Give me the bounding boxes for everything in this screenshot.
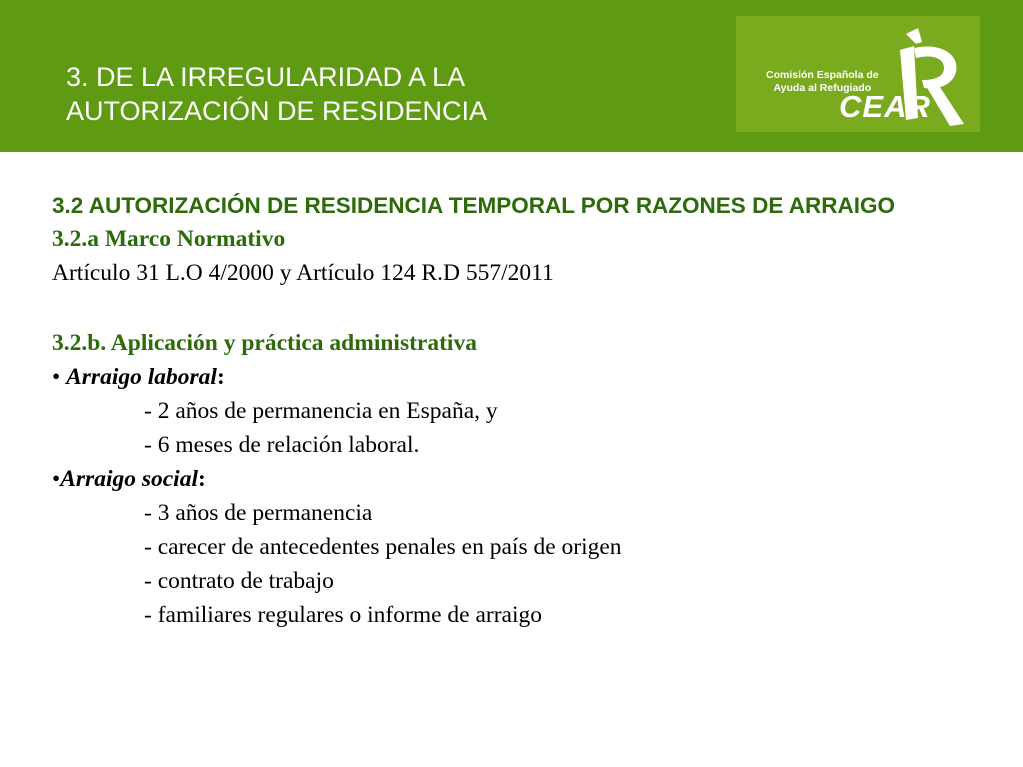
section-title: 3.2 AUTORIZACIÓN DE RESIDENCIA TEMPORAL POR RAZONES DE ARRAIGO	[52, 193, 895, 218]
bullet-heading: Arraigo social	[60, 466, 198, 492]
slide-header	[0, 0, 1023, 152]
bullet-marker: •	[52, 466, 61, 492]
subsection-b-title: 3.2.b. Aplicación y práctica administrativa	[52, 330, 477, 356]
cear-logo	[736, 16, 980, 132]
bullet-arraigo-laboral	[52, 360, 982, 394]
cear-logo-wordmark: CEAR	[839, 89, 931, 124]
list-item: - 3 años de permanencia	[144, 500, 373, 526]
slide-title	[66, 60, 487, 128]
list-item: - contrato de trabajo	[144, 568, 334, 594]
list-item: - 2 años de permanencia en España, y	[144, 398, 498, 424]
cear-logo-line-2: Ayuda al Refugiado	[773, 82, 872, 94]
slide-title-line-2: AUTORIZACIÓN DE RESIDENCIA	[66, 96, 488, 126]
bullet-heading: Arraigo laboral	[66, 364, 217, 390]
subsection-a-text: Artículo 31 L.O 4/2000 y Artículo 124 R.D 557/2011	[52, 260, 554, 286]
spacer	[52, 290, 982, 326]
slide-title-line-1: 3. DE LA IRREGULARIDAD A LA	[66, 62, 466, 92]
subsection-a-title: 3.2.a Marco Normativo	[52, 226, 286, 252]
list-item: - familiares regulares o informe de arraigo	[144, 602, 543, 628]
slide-body	[52, 190, 982, 632]
cear-logo-line-1: Comisión Española de	[766, 69, 879, 81]
bullet-marker: •	[52, 364, 67, 390]
bullet-arraigo-social	[52, 462, 982, 496]
list-item: - 6 meses de relación laboral.	[144, 432, 420, 458]
bullet-colon: :	[198, 466, 206, 492]
list-item: - carecer de antecedentes penales en país de origen	[144, 534, 622, 560]
bullet-colon: :	[216, 364, 225, 390]
